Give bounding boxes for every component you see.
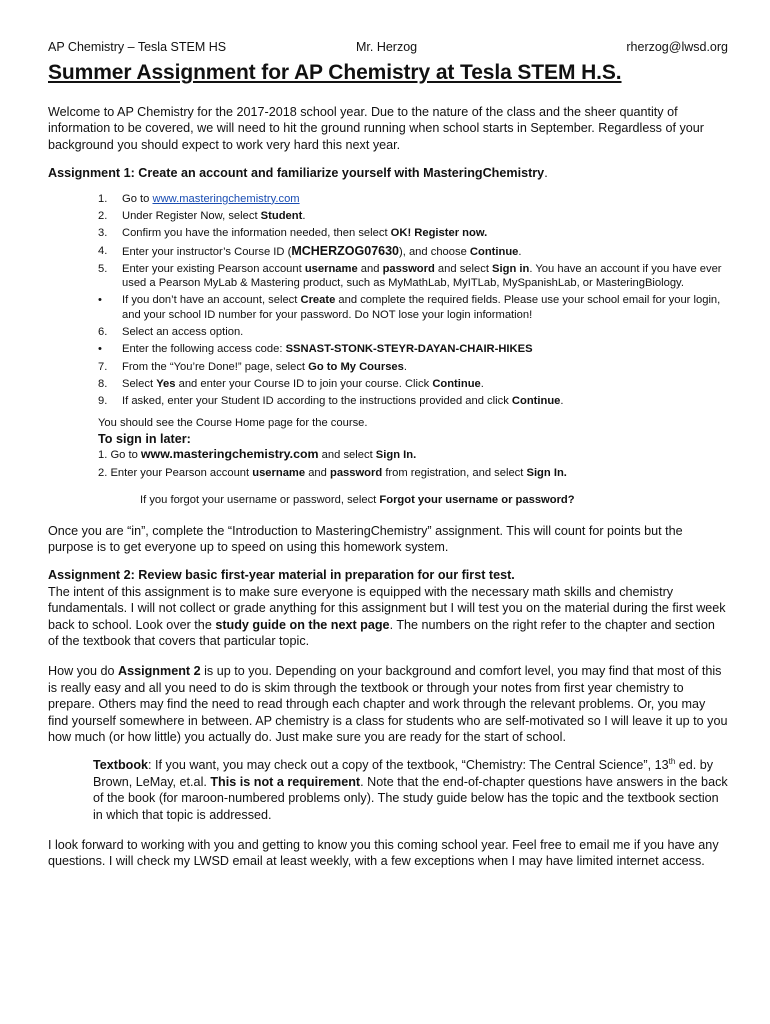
document-page bbox=[48, 40, 728, 870]
course-home-note: You should see the Course Home page for the course. bbox=[98, 417, 368, 430]
assignment2-paragraph-2: How you do Assignment 2 is up to you. Depending on your background and comfort level, you may find that most of this is really easy and all you need to do is skim through the textbook or through your notes from first year chemistry to prepare. Others may find the need to read through each chapter and work through the relevant problems. Or, you may find yourself somewhere in between. AP chemistry is a class for students who are self-motivated so I will leave it up to you how much (or how little) you actually do. Just make sure you are ready for the start of school. bbox=[48, 664, 728, 744]
list-item: 2. Under Register Now, select Student. bbox=[98, 209, 306, 222]
textbook-paragraph: Textbook: If you want, you may check out a copy of the textbook, “Chemistry: The Central Science”, 13th ed. by Brown, LeMay, et.al. This is not a requirement. Note that the end-of-chapter questions have answers in the back of the book (for maroon-numbered problems only). The study guide below has the topic and the textbook section in which that topic is addressed. bbox=[93, 757, 728, 822]
list-item: • If you don’t have an account, select Create and complete the required fields. Please use your school email for your login, and your school ID number for your password. Do NOT lose your login information! bbox=[98, 294, 721, 321]
page-header bbox=[48, 40, 728, 58]
forgot-note: If you forgot your username or password, select Forgot your username or password? bbox=[140, 494, 575, 507]
intro-paragraph: Welcome to AP Chemistry for the 2017-2018 school year. Due to the nature of the class and the sheer quantity of information to be covered, we will need to hit the ground running when school starts in September. Regardless of your background you should expect to work very hard this next year. bbox=[48, 105, 704, 152]
list-item: 3. Confirm you have the information needed, then select OK! Register now. bbox=[98, 227, 488, 240]
list-item: 6. Select an access option. bbox=[98, 326, 244, 338]
sign-in-step-2: 2. Enter your Pearson account username and password from registration, and select Sign In. bbox=[98, 466, 567, 479]
closing-paragraph: I look forward to working with you and getting to know you this coming school year. Feel free to email me if you have any questions. I will check my LWSD email at least weekly, with a few exceptions when I may have limited internet access. bbox=[48, 838, 719, 869]
header-course: AP Chemistry – Tesla STEM HS bbox=[48, 40, 227, 54]
assignment2-heading: Assignment 2: Review basic first-year material in preparation for our first test. bbox=[48, 568, 515, 583]
sign-in-heading: To sign in later: bbox=[98, 431, 191, 446]
mastering-link[interactable]: www.masteringchemistry.com bbox=[152, 192, 300, 205]
document-title: Summer Assignment for AP Chemistry at Tesla STEM H.S. bbox=[48, 61, 622, 84]
assignment1-steps bbox=[48, 192, 728, 409]
access-code: SSNAST-STONK-STEYR-DAYAN-CHAIR-HIKES bbox=[285, 343, 533, 356]
assignment1-heading: Assignment 1: Create an account and familiarize yourself with MasteringChemistry. bbox=[48, 166, 548, 181]
mastering-link-2[interactable]: www.masteringchemistry.com bbox=[140, 447, 319, 462]
list-item: 5. Enter your existing Pearson account username and password and select Sign in. You have an account if you have ever used a Pearson MyLab & Mastering product, such as MyMathLab, MyITLab, MySpanishLab, or MasteringBiology. bbox=[98, 262, 722, 290]
once-in-paragraph: Once you are “in”, complete the “Introduction to MasteringChemistry” assignment. This will count for points but the purpose is to get everyone up to speed on using this homework system. bbox=[48, 523, 683, 554]
list-item: 4. Enter your instructor’s Course ID (MCHERZOG07630), and choose Continue. bbox=[98, 243, 522, 258]
list-item: 7. From the “You’re Done!” page, select Go to My Courses. bbox=[98, 360, 407, 373]
list-item: 8. Select Yes and enter your Course ID to join your course. Click Continue. bbox=[98, 377, 484, 390]
header-email: rherzog@lwsd.org bbox=[626, 40, 728, 54]
header-teacher: Mr. Herzog bbox=[356, 40, 418, 54]
assignment2-paragraph-1: The intent of this assignment is to make sure everyone is equipped with the necessary math skills and chemistry fundamentals. I will not collect or grade anything for this assignment but I will test you on the material during the first week back to school. Look over the study guide on the next page. The numbers on the right refer to the chapter and section of the textbook that covers that particular topic. bbox=[48, 584, 726, 648]
sign-in-step-1: 1. Go to www.masteringchemistry.com and select Sign In. bbox=[98, 447, 417, 462]
course-id: MCHERZOG07630 bbox=[291, 243, 400, 258]
list-item: 9. If asked, enter your Student ID according to the instructions provided and click Continue. bbox=[98, 395, 564, 408]
list-item: 1. Go to www.masteringchemistry.com bbox=[98, 192, 300, 205]
list-item: • Enter the following access code: SSNAST-STONK-STEYR-DAYAN-CHAIR-HIKES bbox=[98, 343, 533, 356]
